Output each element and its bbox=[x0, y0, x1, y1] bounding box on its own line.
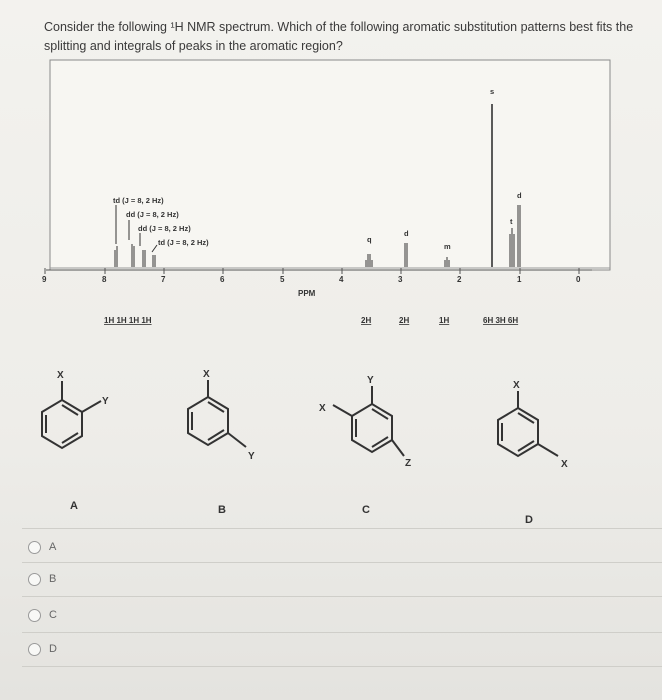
benzene-ring bbox=[188, 397, 228, 445]
tick-label: 8 bbox=[102, 275, 107, 284]
structure-a bbox=[42, 381, 101, 448]
structure-label-b: B bbox=[218, 504, 226, 516]
structure-label-c: C bbox=[362, 504, 370, 516]
benzene-ring bbox=[352, 404, 392, 452]
integral-q: 2H bbox=[361, 316, 372, 325]
tick-label: 2 bbox=[457, 275, 462, 284]
double-bond bbox=[518, 441, 534, 451]
double-bond bbox=[372, 437, 388, 447]
tick-label: 0 bbox=[576, 275, 581, 284]
tick-label: 9 bbox=[42, 275, 47, 284]
annotation-dd-1: dd (J = 8, 2 Hz) bbox=[126, 210, 179, 219]
tick-label: 4 bbox=[339, 275, 344, 284]
bond-y bbox=[82, 401, 101, 412]
peak-letter-t: t bbox=[510, 217, 513, 226]
benzene-ring bbox=[498, 408, 538, 456]
substituent-x: X bbox=[513, 380, 520, 391]
bond-y bbox=[228, 433, 246, 447]
question-text: Consider the following ¹H NMR spectrum. Which of the following aromatic substitution patterns best fits the splitting and integrals of peaks in the aromatic region? bbox=[44, 20, 634, 53]
radio-button[interactable] bbox=[28, 609, 41, 622]
structure-c bbox=[333, 386, 404, 456]
radio-button[interactable] bbox=[28, 643, 41, 656]
substituent-y: Y bbox=[248, 451, 255, 462]
radio-button[interactable] bbox=[28, 541, 41, 554]
peak-letter-d: d bbox=[517, 191, 522, 200]
tick-label: 7 bbox=[161, 275, 166, 284]
option-d[interactable] bbox=[28, 636, 648, 662]
integral-d: 2H bbox=[399, 316, 410, 325]
structure-d bbox=[498, 391, 558, 456]
option-divider bbox=[22, 666, 662, 667]
tick-label: 6 bbox=[220, 275, 225, 284]
substituent-y: Y bbox=[367, 375, 374, 386]
option-label: D bbox=[49, 643, 57, 655]
x-axis-label: PPM bbox=[298, 289, 316, 298]
option-divider bbox=[22, 562, 662, 563]
annotation-dd-2: dd (J = 8, 2 Hz) bbox=[138, 224, 191, 233]
substituent-x: X bbox=[57, 370, 64, 381]
integrals bbox=[104, 316, 518, 325]
tick-label: 3 bbox=[398, 275, 403, 284]
option-label: B bbox=[49, 573, 57, 585]
substituent-y: Y bbox=[102, 396, 109, 407]
structure-label-d: D bbox=[525, 514, 533, 526]
double-bond bbox=[208, 402, 224, 412]
option-label: A bbox=[49, 541, 57, 553]
option-divider bbox=[22, 528, 662, 529]
substituent-x: X bbox=[319, 403, 326, 414]
peak-letter-m: m bbox=[444, 242, 451, 251]
integral-aromatic: 1H 1H 1H 1H bbox=[104, 316, 152, 325]
option-c[interactable] bbox=[28, 602, 648, 628]
annotation-td-2: td (J = 8, 2 Hz) bbox=[158, 238, 209, 247]
bond-x bbox=[333, 405, 352, 416]
x-axis-tick-labels bbox=[42, 275, 581, 284]
double-bond bbox=[518, 413, 534, 423]
option-label: C bbox=[49, 609, 57, 621]
structure-b bbox=[188, 380, 246, 447]
option-a[interactable] bbox=[28, 534, 648, 560]
peak-letter-d: d bbox=[404, 229, 409, 238]
double-bond bbox=[62, 433, 78, 443]
double-bond bbox=[62, 405, 78, 415]
bond-z bbox=[392, 440, 404, 456]
option-divider bbox=[22, 632, 662, 633]
benzene-ring bbox=[42, 400, 82, 448]
double-bond bbox=[208, 430, 224, 440]
structure-label-a: A bbox=[70, 500, 78, 512]
option-b[interactable] bbox=[28, 566, 648, 592]
substituent-x: X bbox=[561, 459, 568, 470]
tick-label: 1 bbox=[517, 275, 522, 284]
tick-label: 5 bbox=[280, 275, 285, 284]
spectrum-frame bbox=[50, 60, 610, 270]
integral-aliphatic: 6H 3H 6H bbox=[483, 316, 519, 325]
peak-letter-s: s bbox=[490, 87, 495, 96]
option-divider bbox=[22, 596, 662, 597]
integral-m: 1H bbox=[439, 316, 450, 325]
double-bond bbox=[372, 409, 388, 419]
substituent-x: X bbox=[203, 369, 210, 380]
substituent-z: Z bbox=[405, 458, 412, 469]
bond-x bbox=[538, 444, 558, 456]
radio-button[interactable] bbox=[28, 573, 41, 586]
peak-letter-q: q bbox=[367, 235, 372, 244]
annotation-td-1: td (J = 8, 2 Hz) bbox=[113, 196, 164, 205]
